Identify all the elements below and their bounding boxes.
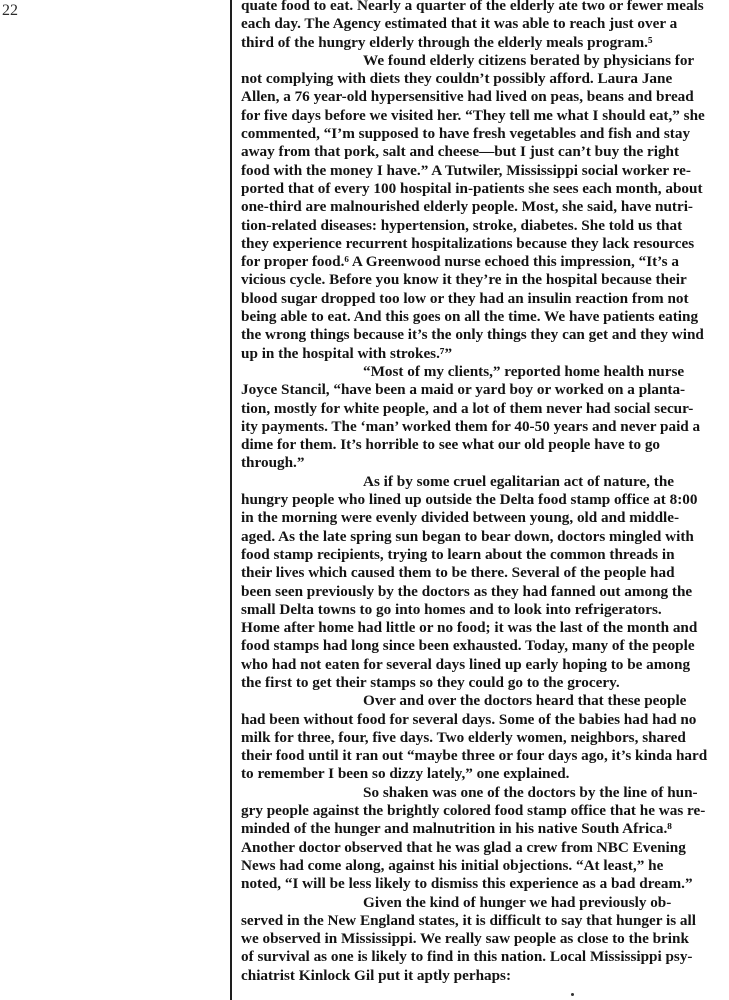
text-line: vicious cycle. Before you know it they’re in the hospital because their <box>241 271 687 289</box>
text-line: dime for them. It’s horrible to see what our old people have to go <box>241 436 661 454</box>
text-line: away from that pork, salt and cheese—but I just can’t buy the right <box>241 143 680 161</box>
text-line: being able to eat. And this goes on all the time. We have patients eating <box>241 308 699 326</box>
text-line: minded of the hunger and malnutrition in his native South Africa.⁸ <box>241 820 672 838</box>
text-line: Joyce Stancil, “have been a maid or yard boy or worked on a planta- <box>241 381 686 399</box>
text-line: we observed in Mississippi. We really saw people as close to the brink <box>241 930 689 948</box>
text-line: the wrong things because it’s the only things they can get and they wind <box>241 326 704 344</box>
text-line: third of the hungry elderly through the elderly meals program.⁵ <box>241 33 653 51</box>
text-line: to remember I been so dizzy lately,” one explained. <box>241 765 570 783</box>
text-line: up in the hospital with strokes.⁷” <box>241 344 453 362</box>
text-line: blood sugar dropped too low or they had an insulin reaction from not <box>241 289 689 307</box>
text-line: hungry people who lined up outside the Delta food stamp office at 8:00 <box>241 491 698 509</box>
binding-rule <box>230 0 232 1000</box>
text-line: each day. The Agency estimated that it was able to reach just over a <box>241 15 678 33</box>
text-line: noted, “I will be less likely to dismiss this experience as a bad dream.” <box>241 875 693 893</box>
text-line: commented, “I’m supposed to have fresh vegetables and fish and stay <box>241 125 691 143</box>
text-line: “Most of my clients,” reported home health nurse <box>363 362 685 380</box>
text-line: small Delta towns to go into homes and to look into refrigerators. <box>241 600 662 618</box>
text-line: not complying with diets they couldn’t possibly afford. Laura Jane <box>241 70 673 88</box>
text-line: Another doctor observed that he was glad a crew from NBC Evening <box>241 838 686 856</box>
text-line: been seen previously by the doctors as they had fanned out among the <box>241 582 693 600</box>
text-line: who had not eaten for several days lined up early hoping to be among <box>241 655 691 673</box>
text-line: Home after home had little or no food; it was the last of the month and <box>241 619 698 637</box>
text-line: through.” <box>241 454 305 472</box>
text-line: As if by some cruel egalitarian act of nature, the <box>363 472 675 490</box>
body-text-column <box>241 0 723 985</box>
text-line: for proper food.⁶ A Greenwood nurse echoed this impression, “It’s a <box>241 253 679 271</box>
ink-speck <box>571 993 574 996</box>
text-line: food stamps had long since been exhausted. Today, many of the people <box>241 637 695 655</box>
text-line: ported that of every 100 hospital in-patients she sees each month, about <box>241 179 703 197</box>
page-number: 22 <box>2 2 18 19</box>
text-line: in the morning were evenly divided between young, old and middle- <box>241 509 680 527</box>
text-line: they experience recurrent hospitalizations because they lack resources <box>241 234 695 252</box>
text-line: one-third are malnourished elderly people. Most, she said, have nutri- <box>241 198 693 216</box>
text-line: tion, mostly for white people, and a lot of them never had social secur- <box>241 399 694 417</box>
text-line: the first to get their stamps so they could go to the grocery. <box>241 673 620 691</box>
text-line: News had come along, against his initial objections. “At least,” he <box>241 856 664 874</box>
text-line: food stamp recipients, trying to learn about the common threads in <box>241 545 675 563</box>
text-line: their lives which caused them to be there. Several of the people had <box>241 564 675 582</box>
text-line: ity payments. The ‘man’ worked them for 40-50 years and never paid a <box>241 417 701 435</box>
text-line: for five days before we visited her. “They tell me what I should eat,” she <box>241 106 705 124</box>
text-line: aged. As the late spring sun began to bear down, doctors mingled with <box>241 527 694 545</box>
text-line: of survival as one is likely to find in this nation. Local Mississippi psy- <box>241 948 693 966</box>
text-line: chiatrist Kinlock Gil put it aptly perhaps: <box>241 966 512 984</box>
text-line: gry people against the brightly colored food stamp office that he was re- <box>241 802 706 820</box>
text-line: quate food to eat. Nearly a quarter of the elderly ate two or fewer meals <box>241 0 704 14</box>
text-line: food with the money I have.” A Tutwiler, Mississippi social worker re- <box>241 161 691 179</box>
text-line: served in the New England states, it is difficult to say that hunger is all <box>241 911 696 929</box>
text-line: Allen, a 76 year-old hypersensitive had lived on peas, beans and bread <box>241 88 694 106</box>
text-line: milk for three, four, five days. Two elderly women, neighbors, shared <box>241 728 686 746</box>
text-line: So shaken was one of the doctors by the line of hun- <box>363 783 698 801</box>
text-line: We found elderly citizens berated by physicians for <box>363 51 695 69</box>
text-line: their food until it ran out “maybe three or four days ago, it’s kinda hard <box>241 747 708 765</box>
text-line: had been without food for several days. Some of the babies had had no <box>241 710 697 728</box>
text-line: Over and over the doctors heard that these people <box>363 692 687 710</box>
text-line: tion-related diseases: hypertension, stroke, diabetes. She told us that <box>241 216 683 234</box>
text-line: Given the kind of hunger we had previously ob- <box>363 893 672 911</box>
